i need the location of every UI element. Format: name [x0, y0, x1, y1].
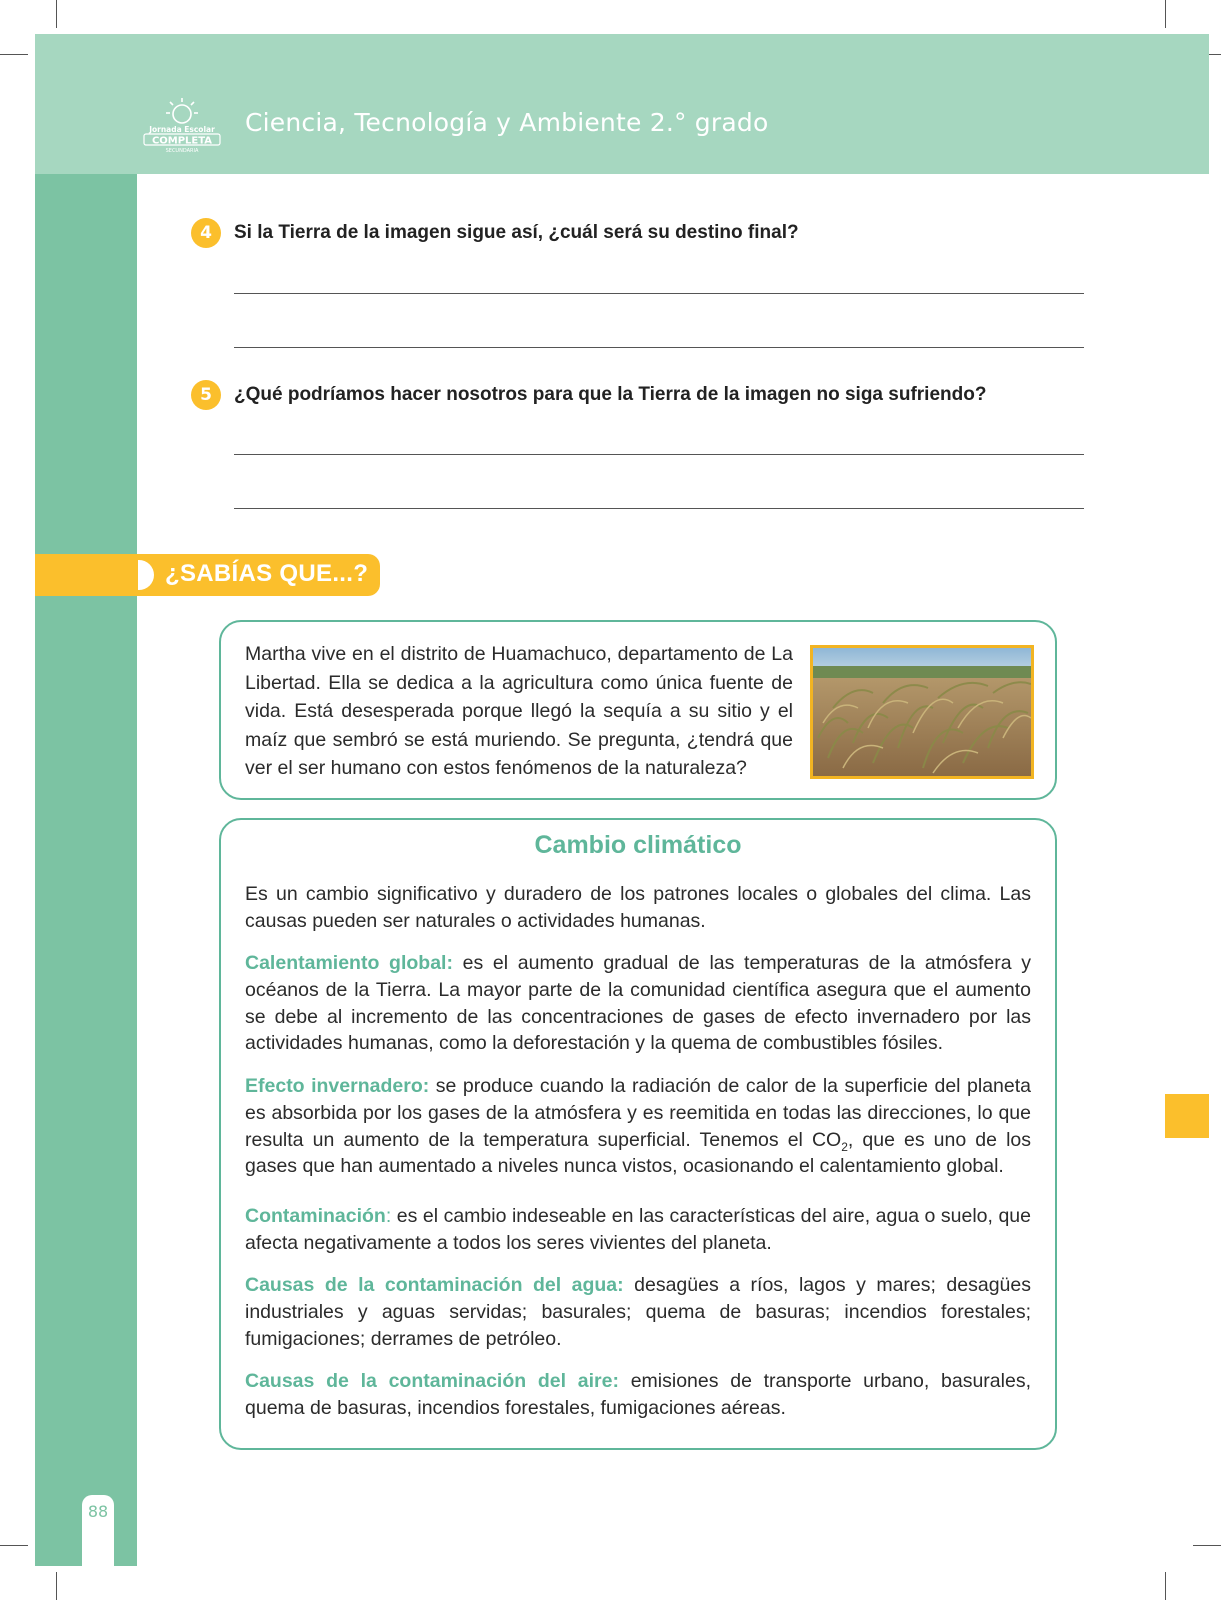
definition-text: es el aumento gradual de las temperaturas de la atmósfera y océanos de la Tierra. La mayor parte de la comunidad científica asegura que el aumento se debe al incremento de las concentraciones de gases de efecto invernadero por las actividades humanas, como la deforestación y la quema de combustibles fósiles.	[245, 952, 1031, 1055]
left-sidebar	[35, 174, 137, 1566]
answer-line[interactable]	[234, 508, 1084, 509]
question-text: ¿Qué podríamos hacer nosotros para que la Tierra de la imagen no siga sufriendo?	[234, 384, 987, 405]
crop-mark	[1193, 1545, 1221, 1546]
crop-mark	[0, 1545, 28, 1546]
definition-text: , que es uno de los gases que han aumentado a niveles nunca vistos, ocasionando el calentamiento global.	[245, 1128, 1031, 1178]
definition-contaminacion-agua	[245, 1272, 1031, 1352]
subscript: 2	[841, 1139, 848, 1154]
question-text: Si la Tierra de la imagen sigue así, ¿cuál será su destino final?	[234, 222, 799, 243]
crop-mark	[0, 54, 28, 55]
story-text: Martha vive en el distrito de Huamachuco, departamento de La Libertad. Ella se dedica a la agricultura como única fuente de vida. Está desesperada porque llegó la sequía a su sitio y el maíz que sembró se está muriendo. Se pregunta, ¿tendrá que ver el ser humano con estos fenómenos de la naturaleza?	[245, 643, 793, 779]
jornada-escolar-logo	[142, 96, 222, 154]
term-colon: :	[385, 1205, 392, 1227]
sabias-que-title: ¿SABÍAS QUE...?	[165, 560, 369, 587]
answer-line[interactable]	[234, 347, 1084, 348]
term-label: Contaminación	[245, 1205, 386, 1227]
intro-paragraph: Es un cambio significativo y duradero de los patrones locales o globales del clima. Las causas pueden ser naturales o actividades humanas.	[245, 883, 1031, 932]
definition-text: desagües a ríos, lagos y mares; desagües industriales y aguas servidas; basurales; quema de basuras; incendios forestales; fumigaciones; derrames de petróleo.	[245, 1274, 1031, 1350]
term-label: Causas de la contaminación del agua:	[245, 1274, 624, 1296]
answer-line[interactable]	[234, 293, 1084, 294]
term-label: Efecto invernadero:	[245, 1075, 430, 1097]
term-label: Calentamiento global:	[245, 952, 453, 974]
question-number-badge: 5	[191, 380, 221, 410]
side-color-tab	[1165, 1094, 1209, 1138]
crop-mark	[1165, 0, 1166, 28]
page-number: 88	[87, 1502, 109, 1521]
crop-mark	[56, 0, 57, 28]
definition-calentamiento-global	[245, 950, 1031, 1057]
logo-text-top: Jornada Escolar	[149, 125, 215, 134]
logo-text-bottom: SECUNDARIA	[165, 148, 199, 154]
question-number-badge: 4	[191, 218, 221, 248]
crop-mark	[1165, 1572, 1166, 1600]
section-title: Cambio climático	[534, 831, 742, 859]
definition-text: se produce cuando la radiación de calor de la superficie del planeta es absorbida por los gases de la atmósfera y es reemitida en todas las direcciones, lo que resulta un aumento de la temperatura superficial. Tenemos el CO	[245, 1075, 1031, 1151]
drought-cornfield-image	[813, 648, 1031, 776]
definition-efecto-invernadero	[245, 1073, 1031, 1180]
definition-contaminacion-aire	[245, 1368, 1031, 1422]
book-title: Ciencia, Tecnología y Ambiente 2.° grado	[245, 108, 769, 137]
drought-cornfield-photo	[810, 645, 1034, 779]
logo-text-main: COMPLETA	[151, 135, 213, 147]
answer-line[interactable]	[234, 454, 1084, 455]
definition-text: es el cambio indeseable en las características del aire, agua o suelo, que afecta negativamente a todos los seres vivientes del planeta.	[245, 1205, 1031, 1254]
term-label: Causas de la contaminación del aire:	[245, 1370, 619, 1392]
crop-mark	[56, 1572, 57, 1600]
definition-text: emisiones de transporte urbano, basurales, quema de basuras, incendios forestales, fumigaciones aéreas.	[245, 1370, 1031, 1419]
definition-contaminacion	[245, 1203, 1031, 1257]
